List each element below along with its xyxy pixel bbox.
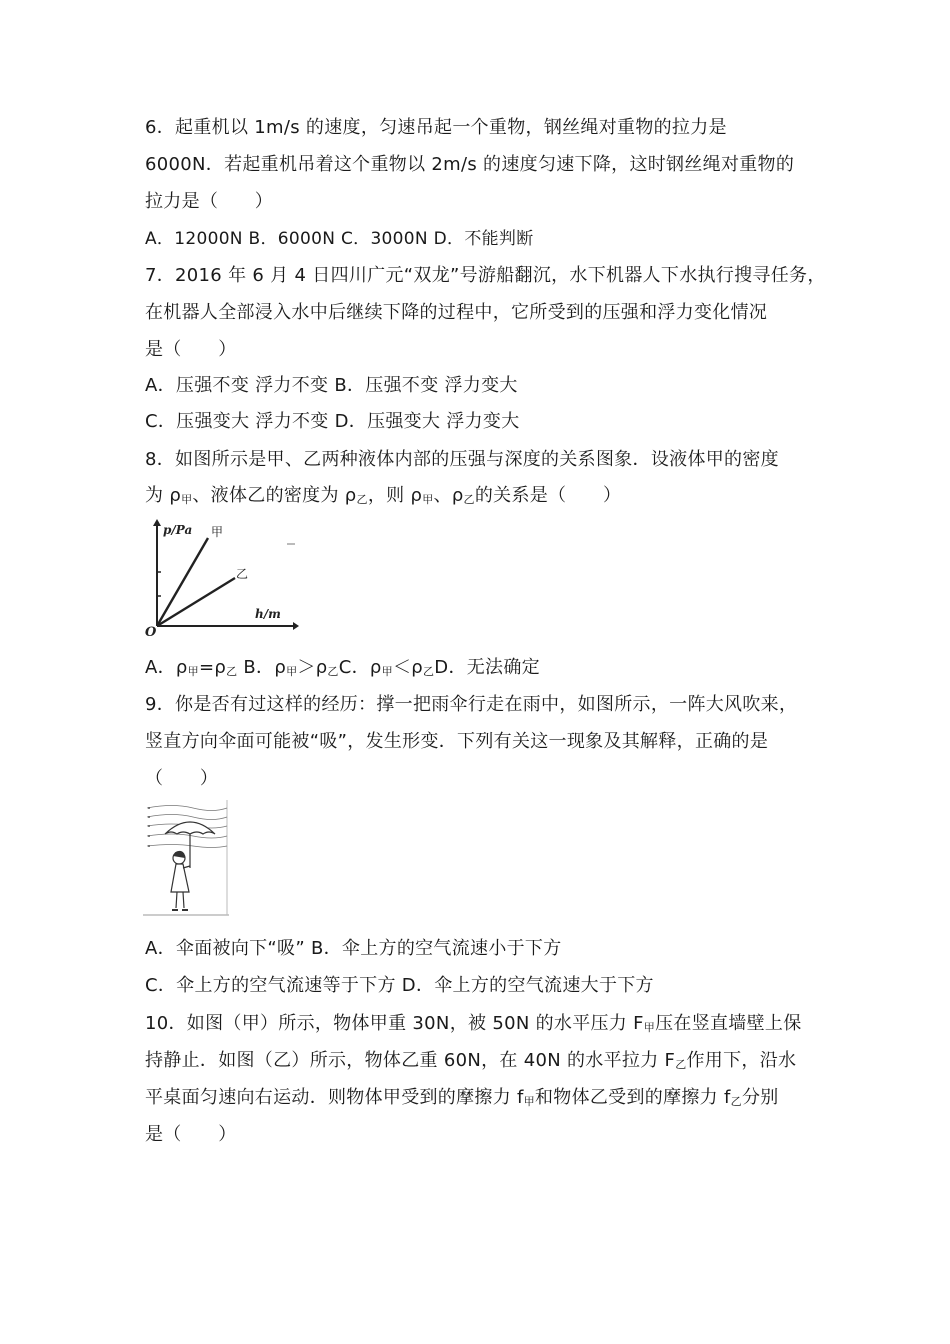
line-jia — [157, 538, 208, 626]
origin-label: O — [145, 625, 157, 638]
q7-line-3: 是（ ） — [145, 339, 237, 360]
q9-options-ab: A．伞面被向下“吸” B．伞上方的空气流速小于下方 — [145, 938, 562, 959]
q10-line-3: 平桌面匀速向右运动．则物体甲受到的摩擦力 f甲和物体乙受到的摩擦力 f乙分别 — [145, 1087, 779, 1108]
q8-line-1: 8．如图所示是甲、乙两种液体内部的压强与深度的关系图象．设液体甲的密度 — [145, 449, 779, 470]
q10-line-2: 持静止．如图（乙）所示，物体乙重 60N，在 40N 的水平拉力 F乙作用下，沿水 — [145, 1050, 797, 1071]
q8-options: A．ρ甲=ρ乙 B．ρ甲＞ρ乙C．ρ甲＜ρ乙D．无法确定 — [145, 657, 540, 678]
girl-dress — [171, 864, 189, 892]
q6-line-3: 拉力是（ ） — [145, 191, 274, 212]
umbrella-figure — [143, 800, 229, 916]
q10-line-1: 10．如图（甲）所示，物体甲重 30N，被 50N 的水平压力 F甲压在竖直墙壁上保 — [145, 1013, 802, 1034]
y-axis-label: p/Pa — [163, 523, 193, 537]
q8-line-2: 为 ρ甲、液体乙的密度为 ρ乙，则 ρ甲、ρ乙的关系是（ ） — [145, 485, 622, 506]
label-jia: 甲 — [211, 525, 224, 539]
line-yi — [157, 578, 235, 626]
x-axis-label: h/m — [255, 607, 281, 621]
q9-line-3: （ ） — [145, 768, 219, 789]
label-yi: 乙 — [236, 567, 249, 581]
q7-options-ab: A．压强不变 浮力不变 B．压强不变 浮力变大 — [145, 375, 518, 396]
q9-line-2: 竖直方向伞面可能被“吸”，发生形变．下列有关这一现象及其解释，正确的是 — [145, 731, 769, 752]
q10-line-4: 是（ ） — [145, 1124, 237, 1145]
q9-options-cd: C．伞上方的空气流速等于下方 D．伞上方的空气流速大于下方 — [145, 975, 654, 996]
q6-line-2: 6000N．若起重机吊着这个重物以 2m/s 的速度匀速下降，这时钢丝绳对重物的 — [145, 154, 795, 175]
q6-options: A．12000N B．6000N C．3000N D．不能判断 — [145, 229, 534, 249]
q9-line-1: 9．你是否有过这样的经历：撑一把雨伞行走在雨中，如图所示，一阵大风吹来， — [145, 694, 798, 715]
q7-options-cd: C．压强变大 浮力不变 D．压强变大 浮力变大 — [145, 411, 520, 432]
q7-line-1: 7．2016 年 6 月 4 日四川广元“双龙”号游船翻沉，水下机器人下水执行搜寻任务， — [145, 265, 826, 286]
pressure-depth-figure — [143, 518, 299, 638]
q6-line-1: 6．起重机以 1m/s 的速度，匀速吊起一个重物，钢丝绳对重物的拉力是 — [145, 117, 727, 138]
q7-line-2: 在机器人全部浸入水中后继续下降的过程中，它所受到的压强和浮力变化情况 — [145, 302, 768, 323]
